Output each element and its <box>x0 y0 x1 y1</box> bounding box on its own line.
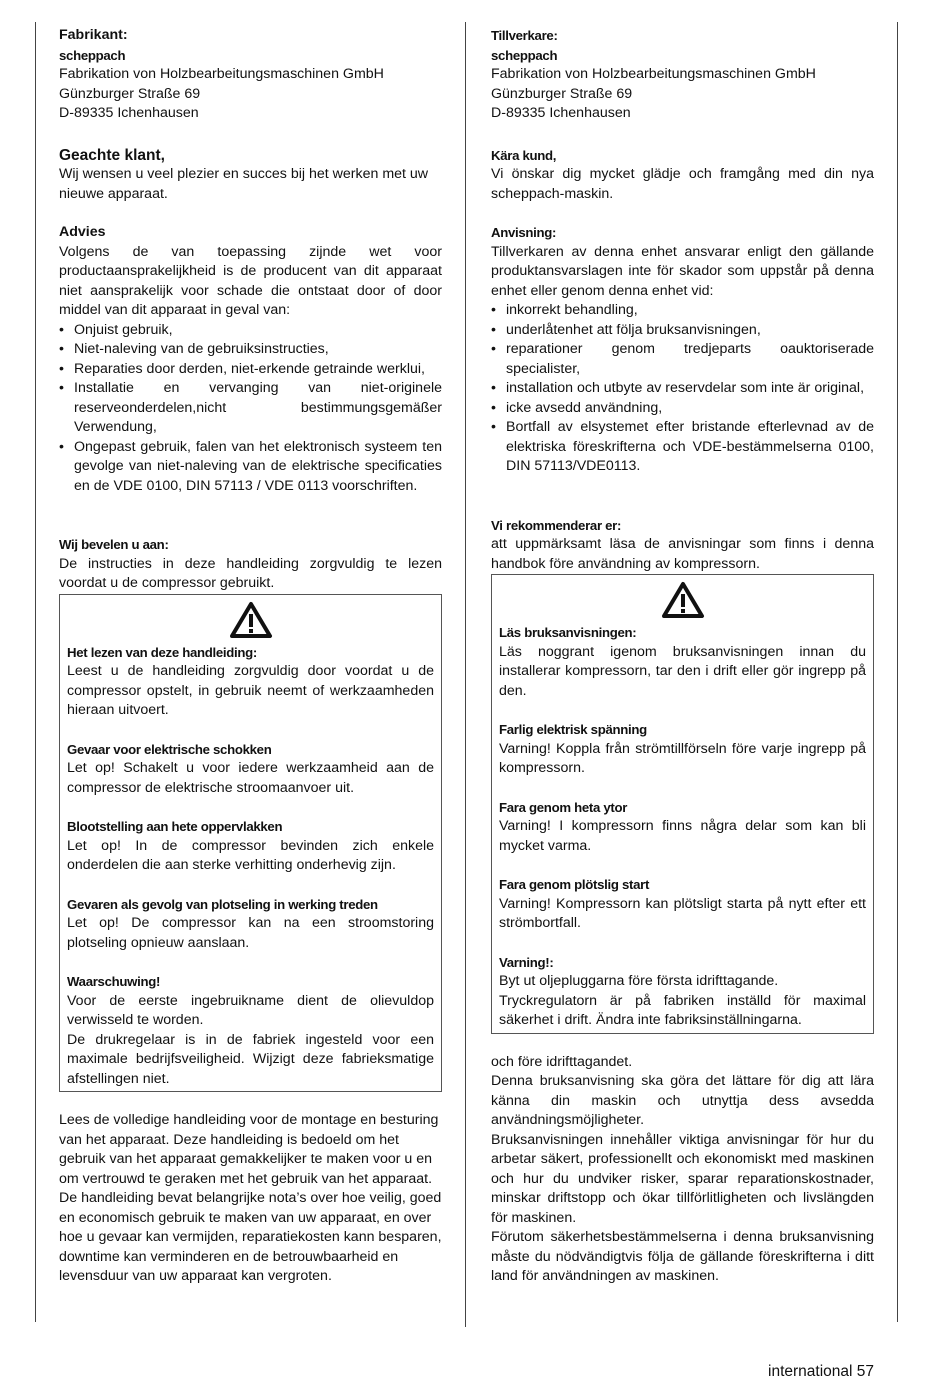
advice-text: Volgens de van toepassing zijnde wet voor productaansprakelijkheid is de producent van dit apparaat niet aansprakelijk voor schade die ontstaat door of door middel van dit apparaat in geval van: <box>59 243 442 318</box>
page-footer: international 57 <box>768 1363 874 1380</box>
advice-title: Anvisning: <box>491 225 557 240</box>
list-item: • Niet-naleving van de gebruiksinstructies, <box>59 340 442 360</box>
box-section-title: Varning!: <box>499 954 554 970</box>
box-section-text: Let op! De compressor kan na een stroomstoring plotseling opnieuw aanslaan. <box>67 915 434 951</box>
warning-triangle-icon <box>229 601 273 639</box>
box-section-text: Let op! Schakelt u voor iedere werkzaamheid aan de compressor de elektrische stroomaanvoer uit. <box>67 760 434 796</box>
manufacturer-line: D-89335 Ichenhausen <box>491 105 631 121</box>
box-section-text: Byt ut oljepluggarna före första idrifttagande. <box>499 973 779 989</box>
list-item: • reparationer genom tredjeparts oauktoriserade specialister, <box>491 340 874 379</box>
box-section-title: Läs bruksanvisningen: <box>499 625 637 640</box>
list-item: • Bortfall av elsystemet efter bristande efterlevnad av de elektriska föreskrifterna och VDE-bestämmelserna 0100, DIN 57113/VDE0113. <box>491 418 874 477</box>
advice-title: Advies <box>59 224 106 240</box>
box-section <box>499 953 866 1031</box>
manufacturer-name: scheppach <box>491 47 558 63</box>
box-section <box>67 740 434 799</box>
closing-paragraph: och före idrifttagandet. <box>491 1053 633 1070</box>
box-section-title: Gevaren als gevolg van plotseling in werking treden <box>67 896 378 912</box>
greeting-title: Kära kund, <box>491 147 557 163</box>
box-section-title: Fara genom plötslig start <box>499 877 650 892</box>
recommend-title: Wij bevelen u aan: <box>59 537 169 552</box>
manufacturer-label: Fabrikant: <box>59 27 128 43</box>
box-section <box>499 875 866 934</box>
manufacturer-line: Günzburger Straße 69 <box>491 85 633 102</box>
dutch-column <box>59 26 442 1287</box>
advice-list <box>59 321 442 497</box>
column-divider-rule <box>465 22 466 1327</box>
greeting-text: Wij wensen u veel plezier en succes bij het werken met uw nieuwe apparaat. <box>59 166 429 202</box>
box-section-title: Farlig elektrisk spänning <box>499 722 647 737</box>
box-section-title: Waarschuwing! <box>67 974 161 989</box>
list-item: • installation och utbyte av reservdelar som inte är original, <box>491 379 874 399</box>
box-section-title: Blootstelling aan hete oppervlakken <box>67 819 283 834</box>
right-margin-rule <box>897 22 898 1322</box>
closing-paragraph: Lees de volledige handleiding voor de montage en besturing van het apparaat. Deze handleiding is bedoeld om het gebruik van het apparaat gemakkelijker te maken voor u en om vertrouwd te geraken met het gebruik van het apparaat. <box>59 1112 439 1187</box>
box-section-title: Fara genom heta ytor <box>499 799 628 815</box>
box-section <box>67 817 434 876</box>
box-section <box>499 720 866 779</box>
manufacturer-name: scheppach <box>59 47 126 63</box>
box-section <box>67 972 434 1089</box>
list-item: • Installatie en vervanging van niet-originele reserveonderdelen,nicht bestimmungsgemäßer Verwendung, <box>59 379 442 438</box>
list-item: • icke avsedd användning, <box>491 399 874 419</box>
box-section-title: Gevaar voor elektrische schokken <box>67 741 272 757</box>
box-section <box>499 623 866 701</box>
box-section-text: Läs noggrant igenom bruksanvisningen innan du installerar kompressorn, tar den i drift eller gör ingrepp på den. <box>499 643 866 699</box>
box-section-text: Voor de eerste ingebruikname dient de olievuldop verwisseld te worden. <box>67 992 434 1028</box>
box-section-text: Let op! In de compressor bevinden zich enkele onderdelen die aan sterke verhitting onderhevig zijn. <box>67 837 434 873</box>
box-section-title: Het lezen van deze handleiding: <box>67 644 258 660</box>
box-section-text: Leest u de handleiding zorgvuldig door voordat u de compressor opstelt, in gebruik neemt of werkzaamheden hieraan uitvoert. <box>67 663 434 718</box>
closing-paragraph: De handleiding bevat belangrijke nota’s over hoe veilig, goed en economisch gebruik te maken van uw apparaat, en over hoe u gevaar kan vermijden, reparatiekosten kann besparen, downtime kan verminderen en de betrouwbaarheid en levensduur van uw apparaat kan vergroten. <box>59 1190 442 1284</box>
recommend-text: att uppmärksamt läsa de anvisningar som finns i denna handbok före användning av kompressorn. <box>491 536 874 572</box>
greeting-title: Geachte klant, <box>59 146 165 164</box>
warning-box <box>491 574 874 1034</box>
box-section-text: Varning! Koppla från strömtillförseln före varje ingrepp på kompressorn. <box>499 740 866 776</box>
list-item: • Onjuist gebruik, <box>59 321 442 341</box>
list-item: • inkorrekt behandling, <box>491 301 874 321</box>
manufacturer-line: Fabrikation von Holzbearbeitungsmaschinen GmbH <box>59 66 384 82</box>
closing-paragraph: Förutom säkerhetsbestämmelserna i denna bruksanvisning måste du nödvändigtvis följa de gällande föreskrifterna i ditt land för användningen av maskinen. <box>491 1229 874 1284</box>
box-section-text: De drukregelaar is in de fabriek ingesteld voor een maximale bedrijfsveiligheid. Wijzigt deze fabrieksmatige afstellingen niet. <box>67 1031 434 1087</box>
closing-paragraph: Denna bruksanvisning ska göra det lättare för dig att lära känna din maskin och utnyttja dess avsedda användningsmöjligheter. <box>491 1073 874 1128</box>
box-section-text: Tryckregulatorn är på fabriken inställd för maximal säkerhet i drift. Ändra inte fabriksinställningarna. <box>499 992 866 1028</box>
manufacturer-line: Fabrikation von Holzbearbeitungsmaschinen GmbH <box>491 66 816 82</box>
recommend-text: De instructies in deze handleiding zorgvuldig te lezen voordat u de compressor gebruikt. <box>59 555 442 591</box>
list-item: • Reparaties door derden, niet-erkende getrainde werklui, <box>59 360 442 380</box>
warning-box <box>59 594 442 1093</box>
left-margin-rule <box>35 22 36 1322</box>
box-section <box>499 798 866 857</box>
box-section <box>67 643 434 721</box>
advice-list <box>491 301 874 477</box>
advice-text: Tillverkaren av denna enhet ansvarar enligt den gällande produktansvarslagen inte för skador som uppstår på denna enhet eller genom denna enhet vid: <box>491 243 874 299</box>
box-section-text: Varning! Kompressorn kan plötsligt starta på nytt efter ett strömbortfall. <box>499 895 866 931</box>
recommend-title: Vi rekommenderar er: <box>491 517 622 533</box>
box-section-text: Varning! I kompressorn finns några delar som kan bli mycket varma. <box>499 818 866 854</box>
swedish-column <box>491 26 874 1287</box>
box-section <box>67 895 434 954</box>
warning-triangle-icon <box>661 581 705 619</box>
manufacturer-line: D-89335 Ichenhausen <box>59 105 199 121</box>
manufacturer-line: Günzburger Straße 69 <box>59 85 201 102</box>
list-item: • Ongepast gebruik, falen van het elektronisch systeem ten gevolge van niet-naleving van de elektrische specificaties en de VDE 0100, DIN 57113 / VDE 0113 voorschriften. <box>59 438 442 497</box>
list-item: • underlåtenhet att följa bruksanvisningen, <box>491 321 874 341</box>
closing-paragraph: Bruksanvisningen innehåller viktiga anvisningar för hur du arbetar säkert, professionellt och ekonomiskt med maskinen och hur du undviker risker, sparar reparationskostnader, minskar driftstopp och ökar tillförlitligheten och livslängden för maskinen. <box>491 1131 874 1226</box>
greeting-text: Vi önskar dig mycket glädje och framgång med din nya scheppach-maskin. <box>491 166 874 202</box>
manufacturer-label: Tillverkare: <box>491 28 558 43</box>
